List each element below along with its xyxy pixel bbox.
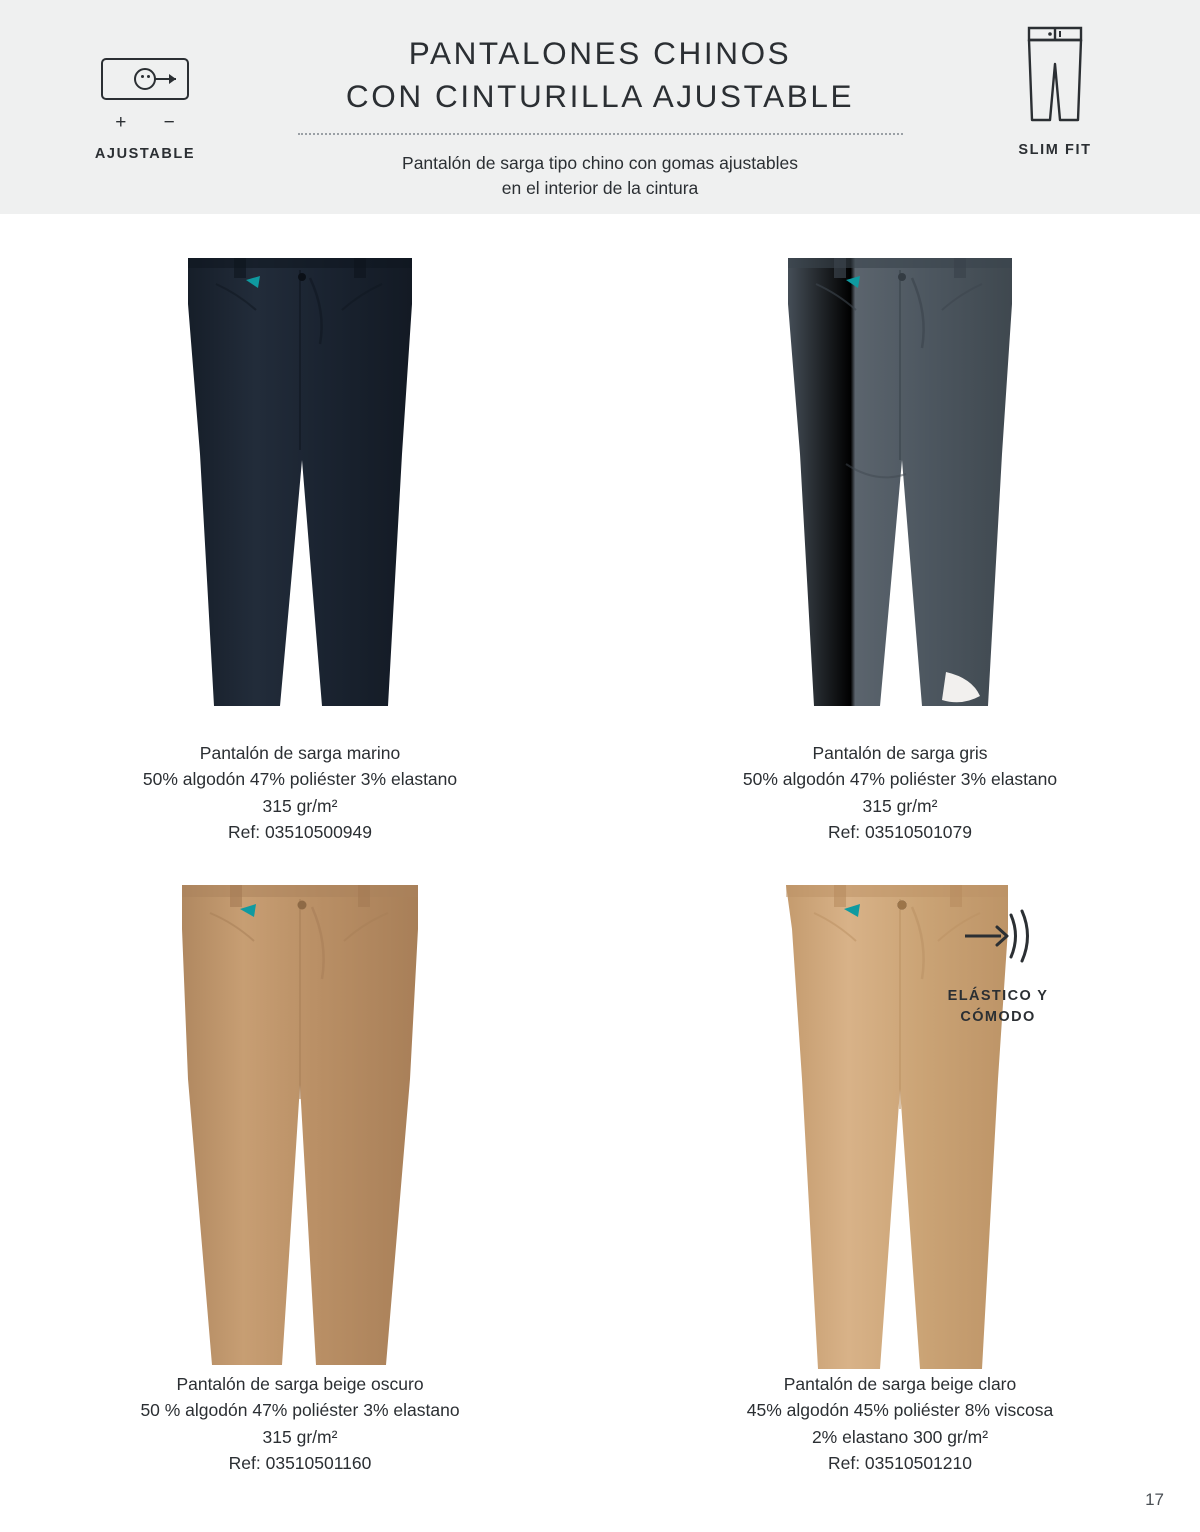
product-card-grey[interactable] [600,214,1200,845]
elastic-waves-icon [961,905,1035,967]
product-composition: 50% algodón 47% poliéster 3% elastano [742,769,1058,790]
product-row [0,214,1200,845]
page-subtitle [290,151,910,202]
elastic-badge [928,905,1068,1028]
trousers-slim-fit-icon [1019,22,1091,126]
product-caption [747,1365,1053,1476]
product-caption [140,1365,459,1476]
product-grid [0,214,1200,1476]
product-composition: 50 % algodón 47% poliéster 3% elastano [140,1400,460,1421]
product-row [0,845,1200,1476]
product-composition: 50% algodón 47% poliéster 3% elastano [142,769,458,790]
adjustable-badge [0,0,290,162]
adjustable-button-icon [101,58,189,100]
product-name: Pantalón de sarga beige oscuro [176,1374,424,1394]
elastic-badge-label [928,986,1068,1028]
page-title-line2: CON CINTURILLA AJUSTABLE [345,77,855,114]
product-card-navy[interactable] [0,214,600,845]
adjustable-badge-label: AJUSTABLE [94,146,196,162]
product-composition: 45% algodón 45% poliéster 8% viscosa [746,1400,1054,1421]
product-reference: Ref: 03510501079 [827,821,973,842]
page-number: 17 [1145,1490,1164,1509]
page-subtitle-line1: Pantalón de sarga tipo chino con gomas ajustables [402,153,798,174]
slim-fit-badge-label: SLIM FIT [1018,142,1092,158]
product-name: Pantalón de sarga marino [199,743,401,763]
product-name: Pantalón de sarga gris [812,743,988,763]
grey-chino-trousers-photo[interactable] [750,214,1050,734]
dark-beige-chino-trousers-photo[interactable] [140,845,460,1365]
page-header [0,0,1200,214]
button-circle-icon [134,68,156,90]
product-name: Pantalón de sarga beige claro [783,1374,1017,1394]
product-weight: 2% elastano 300 gr/m² [811,1426,989,1447]
product-reference: Ref: 03510500949 [227,821,373,842]
product-card-dark-beige[interactable] [0,845,600,1476]
slim-fit-badge [910,0,1200,158]
elastic-badge-label-line1: ELÁSTICO Y [947,988,1049,1004]
product-card-light-beige[interactable] [600,845,1200,1476]
product-caption [743,734,1057,845]
product-caption [143,734,457,845]
page-title-line1: PANTALONES CHINOS [408,35,792,71]
product-weight: 315 gr/m² [262,1426,338,1447]
plus-minus-icon: + − [115,112,191,133]
product-reference: Ref: 03510501210 [827,1452,972,1473]
product-reference: Ref: 03510501160 [228,1452,372,1473]
divider [298,133,903,135]
page-subtitle-line2: en el interior de la cintura [501,178,699,199]
page-title [290,32,910,117]
elastic-badge-label-line2: CÓMODO [960,1009,1036,1026]
navy-chino-trousers-photo[interactable] [150,214,450,734]
header-text-block [290,0,910,202]
arrow-icon [154,78,176,80]
product-weight: 315 gr/m² [862,795,938,816]
product-weight: 315 gr/m² [262,795,338,816]
